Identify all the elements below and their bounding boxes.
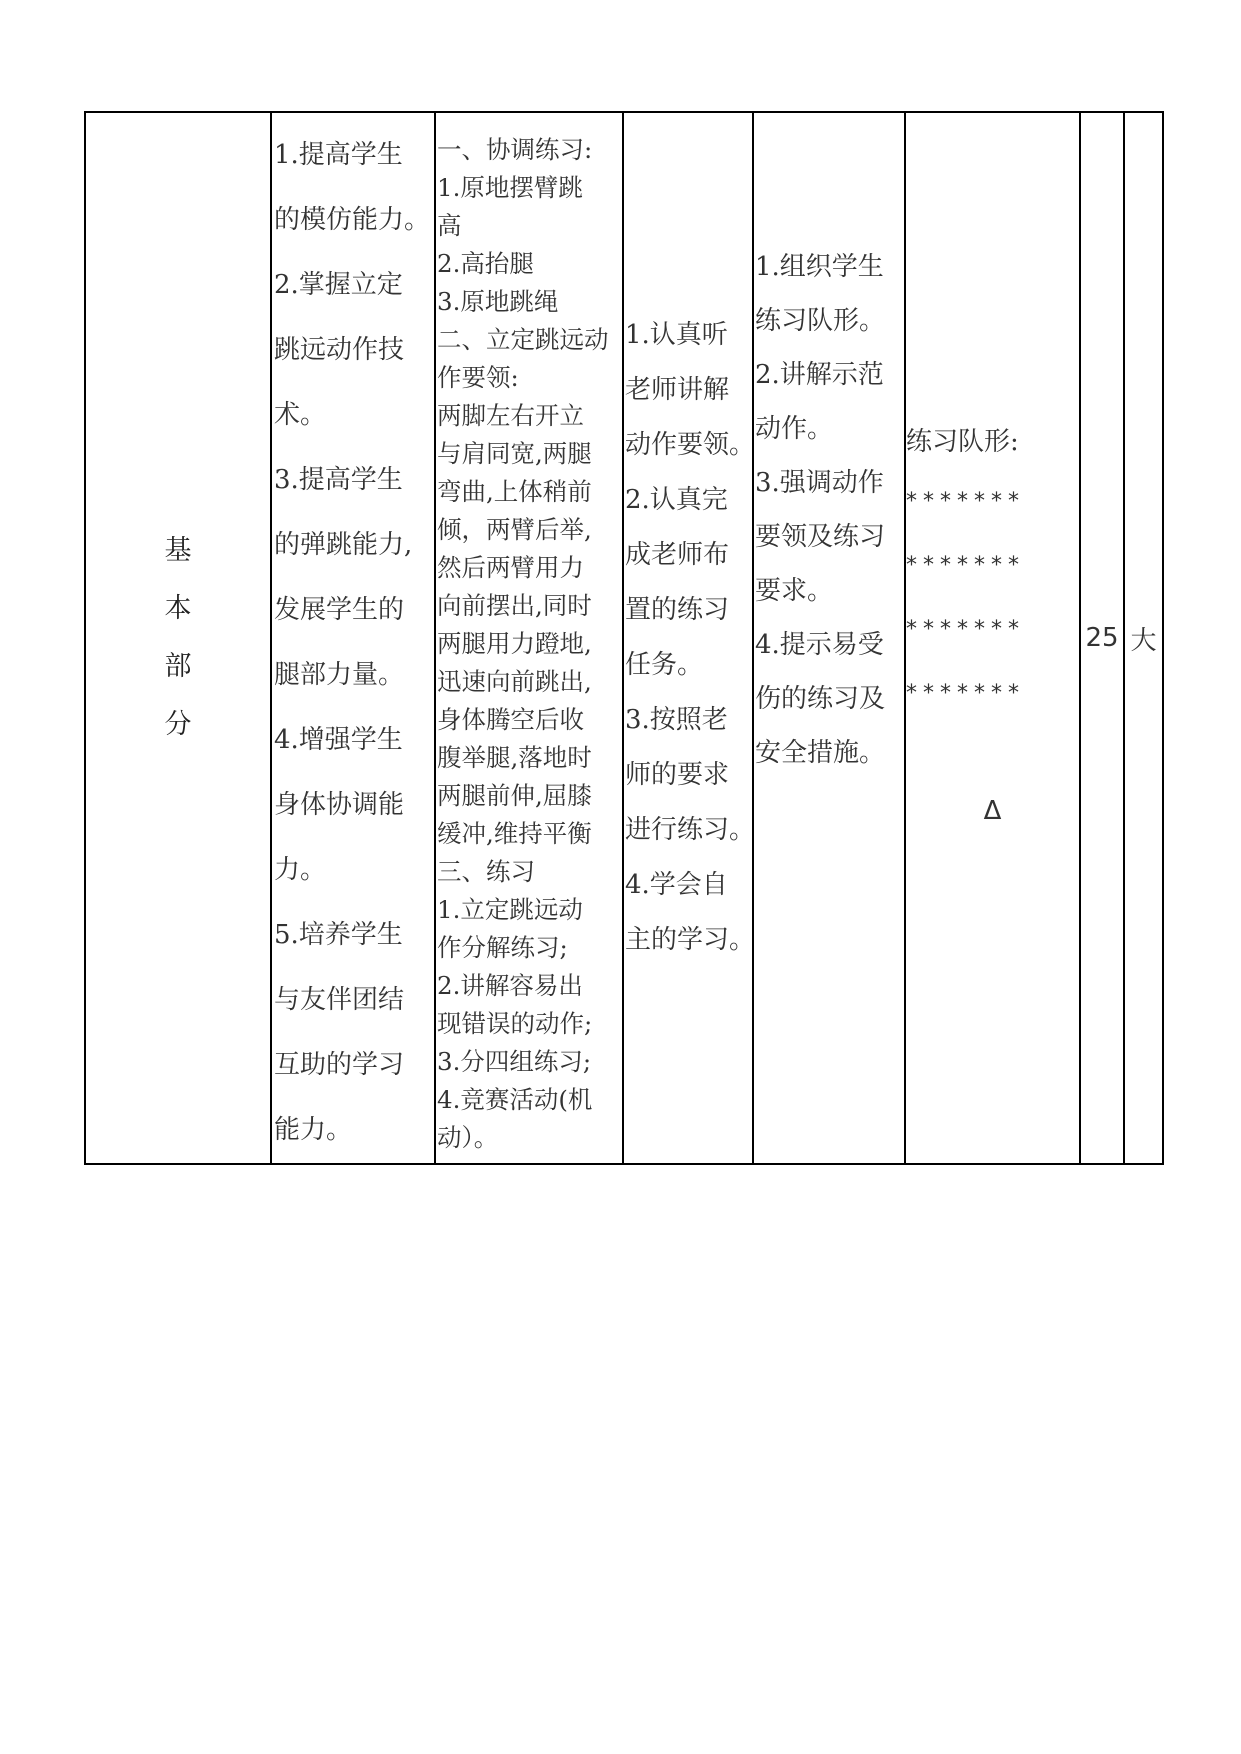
section-title-cell	[85, 112, 271, 1164]
table-row	[85, 112, 1163, 1164]
goal-line: 与友伴团结	[274, 985, 405, 1015]
content-line: 迅速向前跳出,	[437, 667, 592, 696]
student-activity-line: 1.认真听	[625, 320, 728, 350]
student-activity-line: 任务。	[625, 650, 704, 680]
teacher-activity-line: 2.讲解示范	[755, 360, 884, 390]
content-line: 向前摆出,同时	[437, 591, 592, 620]
student-activity-line: 主的学习。	[625, 925, 756, 955]
goals-cell	[271, 112, 435, 1164]
teacher-activity-line: 安全措施。	[755, 738, 886, 768]
content-line: 4.竞赛活动(机	[437, 1085, 593, 1114]
content-line: 两腿前伸,屈膝	[437, 781, 592, 810]
teacher-activity-line: 3.强调动作	[755, 468, 884, 498]
goal-line: 互助的学习	[274, 1050, 405, 1080]
teacher-activity-line: 1.组织学生	[755, 252, 884, 282]
goal-line: 的模仿能力。	[274, 205, 431, 235]
student-activity-line: 动作要领。	[625, 430, 756, 460]
content-line: 高	[437, 211, 462, 240]
section-title-char: 本	[164, 593, 192, 624]
content-cell	[435, 112, 623, 1164]
content-line: 3.原地跳绳	[437, 287, 559, 316]
lesson-plan-table	[84, 111, 1164, 1165]
content-line: 2.讲解容易出	[437, 971, 583, 1000]
goal-line: 身体协调能	[274, 790, 405, 820]
student-activity-line: 老师讲解	[625, 375, 730, 405]
section-title-char: 部	[164, 651, 192, 682]
content-line: 作要领:	[437, 363, 519, 392]
content-line: 两脚左右开立	[437, 401, 584, 430]
content-line: 现错误的动作;	[437, 1009, 593, 1038]
content-line: 2.高抬腿	[437, 249, 534, 278]
teacher-position-marker: Δ	[983, 796, 1002, 826]
goal-line: 跳远动作技	[274, 335, 405, 365]
goal-line: 5.培养学生	[274, 920, 403, 950]
content-line: 一、协调练习:	[437, 135, 593, 164]
teacher-activity-cell	[753, 112, 905, 1164]
section-title-char: 分	[164, 709, 192, 740]
teacher-activity-line: 要求。	[755, 576, 834, 606]
goal-line: 术。	[274, 400, 327, 430]
formation-label: 练习队形:	[906, 427, 1019, 457]
time-cell: 25	[1080, 112, 1124, 1164]
student-activity-line: 进行练习。	[625, 815, 756, 845]
teacher-activity-line: 动作。	[755, 414, 834, 444]
teacher-activity-line: 伤的练习及	[755, 684, 886, 714]
teacher-activity-line: 4.提示易受	[755, 630, 884, 660]
formation-row: *******	[906, 681, 1025, 706]
goal-line: 发展学生的	[274, 595, 405, 625]
content-line: 弯曲,上体稍前	[437, 477, 592, 506]
goal-line: 4.增强学生	[274, 725, 403, 755]
content-line: 动）。	[437, 1123, 499, 1152]
goal-line: 1.提高学生	[274, 140, 403, 170]
student-activity-line: 3.按照老	[625, 705, 728, 735]
content-line: 3.分四组练习;	[437, 1047, 592, 1076]
content-line: 腹举腿,落地时	[437, 743, 592, 772]
goal-line: 腿部力量。	[274, 660, 405, 690]
section-title	[86, 522, 270, 754]
formation-row: *******	[906, 553, 1025, 578]
formation-row: *******	[906, 617, 1025, 642]
content-line: 与肩同宽,两腿	[437, 439, 592, 468]
student-activity-line: 置的练习	[625, 595, 730, 625]
student-activity-line: 成老师布	[625, 540, 730, 570]
student-activity-cell	[623, 112, 756, 1164]
student-activity-line: 师的要求	[625, 760, 730, 790]
section-title-char: 基	[164, 535, 192, 566]
goal-line: 2.掌握立定	[274, 270, 403, 300]
content-line: 身体腾空后收	[437, 705, 584, 734]
content-line: 然后两臂用力	[437, 553, 584, 582]
formation-row: *******	[906, 489, 1025, 514]
content-line: 作分解练习;	[437, 933, 568, 962]
content-line: 二、立定跳远动	[437, 325, 609, 354]
content-line: 1.立定跳远动	[437, 895, 583, 924]
content-line: 三、练习	[437, 857, 535, 886]
goal-line: 的弹跳能力,	[274, 530, 413, 560]
content-line: 两腿用力蹬地,	[437, 629, 592, 658]
teacher-activity-line: 练习队形。	[755, 306, 886, 336]
goal-line: 能力。	[274, 1115, 353, 1145]
goal-line: 3.提高学生	[274, 465, 403, 495]
teacher-activity-line: 要领及练习	[755, 522, 886, 552]
goal-line: 力。	[274, 855, 327, 885]
student-activity-line: 4.学会自	[625, 870, 728, 900]
student-activity-line: 2.认真完	[625, 485, 728, 515]
content-line: 1.原地摆臂跳	[437, 173, 583, 202]
content-line: 倾，两臂后举,	[437, 515, 592, 544]
intensity-cell: 大	[1124, 112, 1163, 1164]
formation-cell	[905, 112, 1080, 1164]
content-line: 缓冲,维持平衡	[437, 819, 592, 848]
